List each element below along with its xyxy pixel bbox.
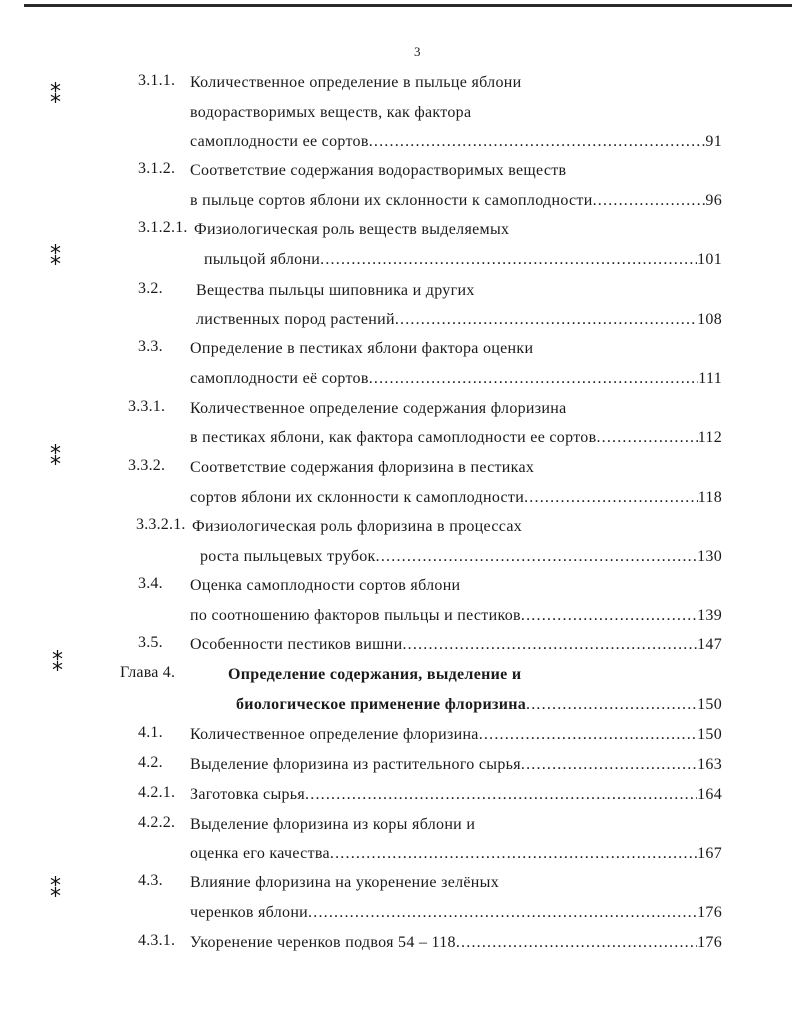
entry-title: в пыльце сортов яблони их склонности к самоплодности: [190, 192, 593, 209]
margin-mark-icon: ⁑: [50, 246, 61, 271]
entry-title: Физиологическая роль веществ выделяемых: [194, 221, 510, 238]
entry-title: Определение в пестиках яблони фактора оценки: [190, 340, 534, 357]
entry-title: пыльцой яблони: [204, 251, 321, 268]
entry-number: 3.2.: [138, 280, 163, 297]
entry-page: 111: [698, 370, 722, 387]
entry-number: 3.3.2.: [128, 457, 166, 474]
toc-entry: [190, 634, 722, 656]
entry-title: Выделение флоризина из коры яблони и: [190, 816, 476, 833]
entry-page: 118: [697, 489, 722, 506]
entry-page: 108: [697, 311, 722, 328]
entry-number: 3.4.: [138, 575, 163, 592]
entry-title: по соотношению факторов пыльцы и пестиков: [190, 607, 521, 624]
margin-mark-icon: ⁑: [50, 446, 61, 471]
entry-number: 3.1.2.1.: [138, 219, 188, 236]
toc-entry: [190, 932, 722, 954]
entry-title: лиственных пород растений: [196, 311, 395, 328]
entry-title: самоплодности ее сортов: [190, 133, 369, 150]
entry-page: 96: [705, 192, 722, 209]
entry-number: 3.3.: [138, 338, 163, 355]
entry-number: 4.2.: [138, 754, 163, 771]
toc-entry: [190, 754, 722, 776]
entry-title: Соответствие содержания флоризина в пестиках: [190, 459, 535, 476]
entry-number: 4.1.: [138, 724, 163, 741]
toc-entry: [190, 724, 722, 746]
entry-page: 164: [697, 786, 722, 803]
entry-title: Количественное определение флоризина: [190, 726, 479, 743]
entry-number: 3.3.1.: [128, 398, 166, 415]
entry-number: 3.1.2.: [138, 160, 176, 177]
toc-entry: [190, 190, 722, 212]
entry-page: 91: [705, 133, 722, 150]
entry-title: Физиологическая роль флоризина в процессах: [192, 518, 523, 535]
entry-title: оценка его качества: [190, 845, 330, 862]
entry-page: 167: [697, 845, 722, 862]
toc-entry: [236, 694, 722, 716]
toc-entry: [190, 843, 722, 865]
toc-entry: [196, 309, 722, 331]
entry-title: Заготовка сырья: [190, 786, 306, 803]
toc-entry: [190, 368, 722, 390]
toc-entry: [190, 902, 722, 924]
toc-entry: [190, 487, 722, 509]
entry-number: 3.5.: [138, 634, 163, 651]
entry-title: Укоренение черенков подвоя 54 – 118: [190, 934, 456, 951]
entry-title: Оценка самоплодности сортов яблони: [190, 577, 461, 594]
entry-page: 130: [697, 548, 722, 565]
entry-page: 176: [697, 934, 722, 951]
chapter-title: биологическое применение флоризина: [236, 696, 527, 713]
entry-title: в пестиках яблони, как фактора самоплодности ее сортов: [190, 429, 597, 446]
page-number: 3: [414, 44, 421, 59]
entry-title: Соответствие содержания водорастворимых веществ: [190, 162, 567, 179]
entry-number: 3.3.2.1.: [136, 516, 186, 533]
margin-mark-icon: ⁑: [52, 652, 63, 677]
chapter-number: Глава 4.: [120, 664, 176, 681]
entry-page: 147: [697, 636, 722, 653]
entry-title: Выделение флоризина из растительного сырья: [190, 756, 521, 773]
entry-page: 139: [697, 607, 722, 624]
entry-title: Количественное определение содержания флоризина: [190, 400, 567, 417]
entry-number: 4.3.: [138, 872, 163, 889]
toc-entry: [200, 546, 722, 568]
entry-page: 150: [697, 726, 722, 743]
margin-mark-icon: ⁑: [50, 84, 61, 109]
toc-entry: [190, 605, 722, 627]
entry-title: Количественное определение в пыльце яблони: [190, 74, 522, 91]
entry-title: самоплодности её сортов: [190, 370, 369, 387]
entry-number: 3.1.1.: [138, 72, 176, 89]
margin-mark-icon: ⁑: [50, 878, 61, 903]
toc-entry: [190, 427, 722, 449]
chapter-title: Определение содержания, выделение и: [228, 666, 522, 683]
entry-title: сортов яблони их склонности к самоплодности: [190, 489, 525, 506]
entry-title: роста пыльцевых трубок: [200, 548, 376, 565]
entry-number: 4.3.1.: [138, 932, 176, 949]
entry-title: Особенности пестиков вишни: [190, 636, 403, 653]
toc-entry: [190, 131, 722, 153]
entry-page: 163: [697, 756, 722, 773]
entry-number: 4.2.1.: [138, 784, 176, 801]
entry-title: Влияние флоризина на укоренение зелёных: [190, 874, 500, 891]
entry-page: 150: [697, 696, 722, 713]
entry-number: 4.2.2.: [138, 814, 176, 831]
entry-page: 176: [697, 904, 722, 921]
entry-title: водорастворимых веществ, как фактора: [190, 104, 472, 121]
entry-title: Вещества пыльцы шиповника и других: [196, 282, 475, 299]
entry-title: черенков яблони: [190, 904, 309, 921]
toc-entry: [190, 784, 722, 806]
entry-page: 112: [697, 429, 722, 446]
entry-page: 101: [697, 251, 722, 268]
toc-entry: [204, 249, 722, 271]
